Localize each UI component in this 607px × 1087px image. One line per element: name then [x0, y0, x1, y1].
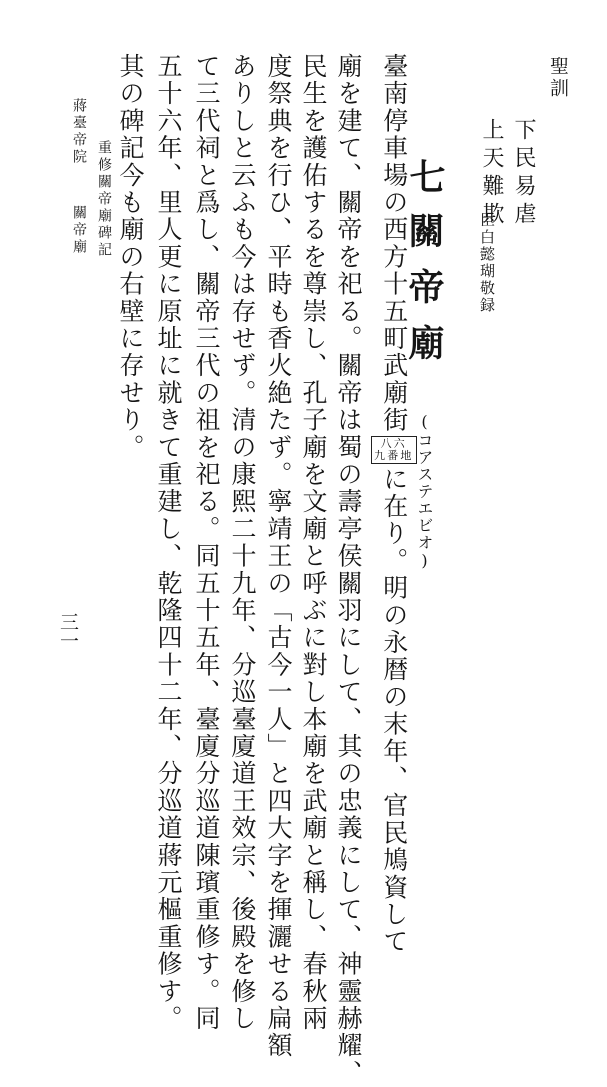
body-line-1-text: 臺南停車場の西方十五町武廟街: [379, 53, 409, 434]
header-label: 聖訓: [547, 56, 569, 100]
verse-signature: 臣白懿瑚敬録: [478, 212, 496, 314]
body-line-4: 度祭典を行ひ、平時も香火絶たず。寧靖王の「古今一人」と四大字を揮灑せる扁額: [264, 53, 293, 1060]
body-line-3: 民生を護佑するを尊崇し、孔子廟を文廟と呼ぶに對し本廟を武廟と稱し、春秋兩: [299, 53, 328, 1033]
section-reading: (コアステエビオ): [415, 412, 434, 571]
reference-2b: 關帝廟: [71, 205, 87, 256]
section-title: 關帝廟: [403, 212, 445, 380]
address-inset-bottom: 九番地: [374, 448, 414, 462]
body-line-6: て三代祠と爲し、關帝三代の祖を祀る。同五十五年、臺廈分巡道陳璸重修す。同: [192, 53, 221, 1033]
section-number: 七: [404, 158, 446, 194]
body-line-8: 其の碑記今も廟の右壁に存せり。: [116, 53, 145, 461]
body-line-5: ありしと云ふも今は存せず。清の康熙二十九年、分巡臺廈道王效宗、後殿を修し: [228, 53, 257, 1033]
body-line-7: 五十六年、里人更に原址に就きて重建し、乾隆四十二年、分巡道蔣元樞重修す。: [154, 53, 183, 1033]
verse-line-2: 上天難欺: [479, 118, 504, 230]
body-line-2: 廟を建て、關帝を祀る。關帝は蜀の壽亭侯關羽にして、其の忠義にして、神靈赫耀、: [334, 53, 363, 1087]
body-line-1: [371, 53, 417, 955]
reference-2a: 蔣臺帝院: [71, 98, 87, 166]
verse-line-1: 下民易虐: [511, 118, 536, 230]
reference-1: 重修關帝廟碑記: [96, 140, 112, 259]
page-number: 三一: [57, 612, 79, 650]
body-line-1-end: に在り。明の永暦の末年、官民鳩資して: [379, 465, 409, 956]
address-inset-top: 八六: [380, 436, 407, 450]
address-inset: [371, 436, 417, 464]
